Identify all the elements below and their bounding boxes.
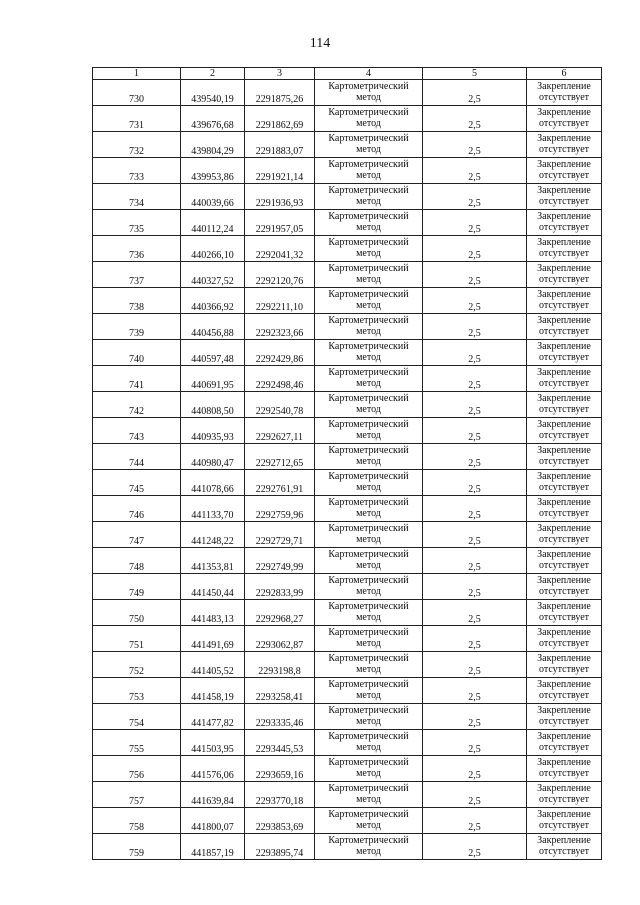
- table-row: [93, 522, 602, 548]
- column-header-4: 4: [315, 68, 423, 80]
- table-row: [93, 132, 602, 158]
- point-number-cell: 755: [93, 730, 181, 756]
- table-row: [93, 314, 602, 340]
- table-row: [93, 574, 602, 600]
- table-row: [93, 600, 602, 626]
- y-coordinate-cell: 2292749,99: [245, 548, 315, 574]
- table-row: [93, 418, 602, 444]
- method-cell: Картометрический метод: [315, 730, 423, 756]
- method-cell: Картометрический метод: [315, 366, 423, 392]
- accuracy-cell: 2,5: [423, 262, 527, 288]
- table-row: [93, 782, 602, 808]
- accuracy-cell: 2,5: [423, 184, 527, 210]
- method-cell: Картометрический метод: [315, 522, 423, 548]
- y-coordinate-cell: 2292041,32: [245, 236, 315, 262]
- point-number-cell: 753: [93, 678, 181, 704]
- x-coordinate-cell: 440691,95: [181, 366, 245, 392]
- accuracy-cell: 2,5: [423, 132, 527, 158]
- x-coordinate-cell: 440808,50: [181, 392, 245, 418]
- method-cell: Картометрический метод: [315, 392, 423, 418]
- accuracy-cell: 2,5: [423, 808, 527, 834]
- point-number-cell: 734: [93, 184, 181, 210]
- x-coordinate-cell: 440597,48: [181, 340, 245, 366]
- fixation-cell: Закрепление отсутствует: [527, 314, 602, 340]
- x-coordinate-cell: 441405,52: [181, 652, 245, 678]
- method-cell: Картометрический метод: [315, 808, 423, 834]
- fixation-cell: Закрепление отсутствует: [527, 496, 602, 522]
- point-number-cell: 750: [93, 600, 181, 626]
- fixation-cell: Закрепление отсутствует: [527, 834, 602, 860]
- accuracy-cell: 2,5: [423, 574, 527, 600]
- y-coordinate-cell: 2292712,65: [245, 444, 315, 470]
- accuracy-cell: 2,5: [423, 392, 527, 418]
- accuracy-cell: 2,5: [423, 756, 527, 782]
- method-cell: Картометрический метод: [315, 834, 423, 860]
- point-number-cell: 730: [93, 80, 181, 106]
- point-number-cell: 754: [93, 704, 181, 730]
- y-coordinate-cell: 2291936,93: [245, 184, 315, 210]
- table-row: [93, 262, 602, 288]
- x-coordinate-cell: 440112,24: [181, 210, 245, 236]
- accuracy-cell: 2,5: [423, 366, 527, 392]
- y-coordinate-cell: 2293895,74: [245, 834, 315, 860]
- x-coordinate-cell: 441800,07: [181, 808, 245, 834]
- fixation-cell: Закрепление отсутствует: [527, 262, 602, 288]
- method-cell: Картометрический метод: [315, 80, 423, 106]
- table-body: [93, 80, 602, 860]
- fixation-cell: Закрепление отсутствует: [527, 210, 602, 236]
- x-coordinate-cell: 440456,88: [181, 314, 245, 340]
- fixation-cell: Закрепление отсутствует: [527, 600, 602, 626]
- x-coordinate-cell: 441477,82: [181, 704, 245, 730]
- fixation-cell: Закрепление отсутствует: [527, 704, 602, 730]
- x-coordinate-cell: 440327,52: [181, 262, 245, 288]
- table-row: [93, 210, 602, 236]
- point-number-cell: 733: [93, 158, 181, 184]
- x-coordinate-cell: 439804,29: [181, 132, 245, 158]
- point-number-cell: 731: [93, 106, 181, 132]
- point-number-cell: 752: [93, 652, 181, 678]
- method-cell: Картометрический метод: [315, 652, 423, 678]
- fixation-cell: Закрепление отсутствует: [527, 808, 602, 834]
- x-coordinate-cell: 440935,93: [181, 418, 245, 444]
- y-coordinate-cell: 2292120,76: [245, 262, 315, 288]
- fixation-cell: Закрепление отсутствует: [527, 782, 602, 808]
- method-cell: Картометрический метод: [315, 132, 423, 158]
- method-cell: Картометрический метод: [315, 236, 423, 262]
- point-number-cell: 743: [93, 418, 181, 444]
- method-cell: Картометрический метод: [315, 262, 423, 288]
- point-number-cell: 758: [93, 808, 181, 834]
- fixation-cell: Закрепление отсутствует: [527, 470, 602, 496]
- fixation-cell: Закрепление отсутствует: [527, 756, 602, 782]
- y-coordinate-cell: 2291921,14: [245, 158, 315, 184]
- y-coordinate-cell: 2292833,99: [245, 574, 315, 600]
- y-coordinate-cell: 2292627,11: [245, 418, 315, 444]
- fixation-cell: Закрепление отсутствует: [527, 236, 602, 262]
- x-coordinate-cell: 439540,19: [181, 80, 245, 106]
- accuracy-cell: 2,5: [423, 496, 527, 522]
- point-number-cell: 757: [93, 782, 181, 808]
- table-row: [93, 704, 602, 730]
- y-coordinate-cell: 2291883,07: [245, 132, 315, 158]
- method-cell: Картометрический метод: [315, 704, 423, 730]
- method-cell: Картометрический метод: [315, 600, 423, 626]
- y-coordinate-cell: 2292323,66: [245, 314, 315, 340]
- accuracy-cell: 2,5: [423, 522, 527, 548]
- x-coordinate-cell: 441503,95: [181, 730, 245, 756]
- fixation-cell: Закрепление отсутствует: [527, 574, 602, 600]
- page-number: 114: [309, 36, 331, 51]
- x-coordinate-cell: 441857,19: [181, 834, 245, 860]
- table-row: [93, 158, 602, 184]
- fixation-cell: Закрепление отсутствует: [527, 80, 602, 106]
- fixation-cell: Закрепление отсутствует: [527, 340, 602, 366]
- method-cell: Картометрический метод: [315, 470, 423, 496]
- fixation-cell: Закрепление отсутствует: [527, 678, 602, 704]
- fixation-cell: Закрепление отсутствует: [527, 522, 602, 548]
- method-cell: Картометрический метод: [315, 782, 423, 808]
- table-row: [93, 80, 602, 106]
- accuracy-cell: 2,5: [423, 600, 527, 626]
- y-coordinate-cell: 2293335,46: [245, 704, 315, 730]
- table-row: [93, 626, 602, 652]
- y-coordinate-cell: 2292968,27: [245, 600, 315, 626]
- fixation-cell: Закрепление отсутствует: [527, 392, 602, 418]
- accuracy-cell: 2,5: [423, 210, 527, 236]
- accuracy-cell: 2,5: [423, 652, 527, 678]
- accuracy-cell: 2,5: [423, 678, 527, 704]
- header-row: [93, 68, 602, 80]
- y-coordinate-cell: 2292729,71: [245, 522, 315, 548]
- accuracy-cell: 2,5: [423, 626, 527, 652]
- method-cell: Картометрический метод: [315, 678, 423, 704]
- fixation-cell: Закрепление отсутствует: [527, 626, 602, 652]
- accuracy-cell: 2,5: [423, 314, 527, 340]
- y-coordinate-cell: 2292429,86: [245, 340, 315, 366]
- y-coordinate-cell: 2292540,78: [245, 392, 315, 418]
- x-coordinate-cell: 440980,47: [181, 444, 245, 470]
- table-row: [93, 236, 602, 262]
- table-row: [93, 834, 602, 860]
- fixation-cell: Закрепление отсутствует: [527, 184, 602, 210]
- y-coordinate-cell: 2291875,26: [245, 80, 315, 106]
- fixation-cell: Закрепление отсутствует: [527, 366, 602, 392]
- y-coordinate-cell: 2292498,46: [245, 366, 315, 392]
- point-number-cell: 740: [93, 340, 181, 366]
- table-row: [93, 678, 602, 704]
- x-coordinate-cell: 441450,44: [181, 574, 245, 600]
- y-coordinate-cell: 2292211,10: [245, 288, 315, 314]
- table-row: [93, 366, 602, 392]
- x-coordinate-cell: 441078,66: [181, 470, 245, 496]
- column-header-5: 5: [423, 68, 527, 80]
- point-number-cell: 732: [93, 132, 181, 158]
- point-number-cell: 751: [93, 626, 181, 652]
- accuracy-cell: 2,5: [423, 548, 527, 574]
- point-number-cell: 759: [93, 834, 181, 860]
- point-number-cell: 748: [93, 548, 181, 574]
- y-coordinate-cell: 2291862,69: [245, 106, 315, 132]
- point-number-cell: 742: [93, 392, 181, 418]
- table-row: [93, 392, 602, 418]
- y-coordinate-cell: 2292761,91: [245, 470, 315, 496]
- fixation-cell: Закрепление отсутствует: [527, 548, 602, 574]
- fixation-cell: Закрепление отсутствует: [527, 730, 602, 756]
- x-coordinate-cell: 440366,92: [181, 288, 245, 314]
- fixation-cell: Закрепление отсутствует: [527, 418, 602, 444]
- y-coordinate-cell: 2293258,41: [245, 678, 315, 704]
- table-row: [93, 808, 602, 834]
- method-cell: Картометрический метод: [315, 626, 423, 652]
- column-header-3: 3: [245, 68, 315, 80]
- y-coordinate-cell: 2293770,18: [245, 782, 315, 808]
- point-number-cell: 739: [93, 314, 181, 340]
- y-coordinate-cell: 2293853,69: [245, 808, 315, 834]
- y-coordinate-cell: 2293659,16: [245, 756, 315, 782]
- method-cell: Картометрический метод: [315, 756, 423, 782]
- table-row: [93, 106, 602, 132]
- table-row: [93, 288, 602, 314]
- method-cell: Картометрический метод: [315, 158, 423, 184]
- x-coordinate-cell: 441353,81: [181, 548, 245, 574]
- method-cell: Картометрический метод: [315, 496, 423, 522]
- accuracy-cell: 2,5: [423, 80, 527, 106]
- method-cell: Картометрический метод: [315, 548, 423, 574]
- x-coordinate-cell: 439953,86: [181, 158, 245, 184]
- y-coordinate-cell: 2293062,87: [245, 626, 315, 652]
- accuracy-cell: 2,5: [423, 444, 527, 470]
- accuracy-cell: 2,5: [423, 730, 527, 756]
- table-row: [93, 548, 602, 574]
- point-number-cell: 746: [93, 496, 181, 522]
- method-cell: Картометрический метод: [315, 418, 423, 444]
- table-row: [93, 496, 602, 522]
- method-cell: Картометрический метод: [315, 444, 423, 470]
- y-coordinate-cell: 2293445,53: [245, 730, 315, 756]
- accuracy-cell: 2,5: [423, 106, 527, 132]
- fixation-cell: Закрепление отсутствует: [527, 444, 602, 470]
- y-coordinate-cell: 2293198,8: [245, 652, 315, 678]
- y-coordinate-cell: 2292759,96: [245, 496, 315, 522]
- fixation-cell: Закрепление отсутствует: [527, 132, 602, 158]
- point-number-cell: 736: [93, 236, 181, 262]
- accuracy-cell: 2,5: [423, 470, 527, 496]
- x-coordinate-cell: 440266,10: [181, 236, 245, 262]
- table-row: [93, 652, 602, 678]
- accuracy-cell: 2,5: [423, 418, 527, 444]
- table-row: [93, 340, 602, 366]
- fixation-cell: Закрепление отсутствует: [527, 158, 602, 184]
- accuracy-cell: 2,5: [423, 340, 527, 366]
- point-number-cell: 738: [93, 288, 181, 314]
- method-cell: Картометрический метод: [315, 288, 423, 314]
- x-coordinate-cell: 440039,66: [181, 184, 245, 210]
- accuracy-cell: 2,5: [423, 158, 527, 184]
- accuracy-cell: 2,5: [423, 288, 527, 314]
- x-coordinate-cell: 441458,19: [181, 678, 245, 704]
- method-cell: Картометрический метод: [315, 106, 423, 132]
- point-number-cell: 745: [93, 470, 181, 496]
- x-coordinate-cell: 441483,13: [181, 600, 245, 626]
- table-row: [93, 444, 602, 470]
- point-number-cell: 735: [93, 210, 181, 236]
- table-row: [93, 756, 602, 782]
- column-header-1: 1: [93, 68, 181, 80]
- column-header-6: 6: [527, 68, 602, 80]
- fixation-cell: Закрепление отсутствует: [527, 106, 602, 132]
- method-cell: Картометрический метод: [315, 184, 423, 210]
- x-coordinate-cell: 441133,70: [181, 496, 245, 522]
- point-number-cell: 747: [93, 522, 181, 548]
- method-cell: Картометрический метод: [315, 340, 423, 366]
- column-header-2: 2: [181, 68, 245, 80]
- method-cell: Картометрический метод: [315, 210, 423, 236]
- accuracy-cell: 2,5: [423, 236, 527, 262]
- y-coordinate-cell: 2291957,05: [245, 210, 315, 236]
- point-number-cell: 741: [93, 366, 181, 392]
- table-row: [93, 730, 602, 756]
- fixation-cell: Закрепление отсутствует: [527, 652, 602, 678]
- point-number-cell: 737: [93, 262, 181, 288]
- method-cell: Картометрический метод: [315, 314, 423, 340]
- fixation-cell: Закрепление отсутствует: [527, 288, 602, 314]
- point-number-cell: 749: [93, 574, 181, 600]
- point-number-cell: 744: [93, 444, 181, 470]
- x-coordinate-cell: 441491,69: [181, 626, 245, 652]
- accuracy-cell: 2,5: [423, 834, 527, 860]
- point-number-cell: 756: [93, 756, 181, 782]
- accuracy-cell: 2,5: [423, 704, 527, 730]
- coordinates-table: [92, 67, 602, 860]
- table-row: [93, 184, 602, 210]
- accuracy-cell: 2,5: [423, 782, 527, 808]
- x-coordinate-cell: 441248,22: [181, 522, 245, 548]
- x-coordinate-cell: 441639,84: [181, 782, 245, 808]
- method-cell: Картометрический метод: [315, 574, 423, 600]
- x-coordinate-cell: 439676,68: [181, 106, 245, 132]
- table-row: [93, 470, 602, 496]
- x-coordinate-cell: 441576,06: [181, 756, 245, 782]
